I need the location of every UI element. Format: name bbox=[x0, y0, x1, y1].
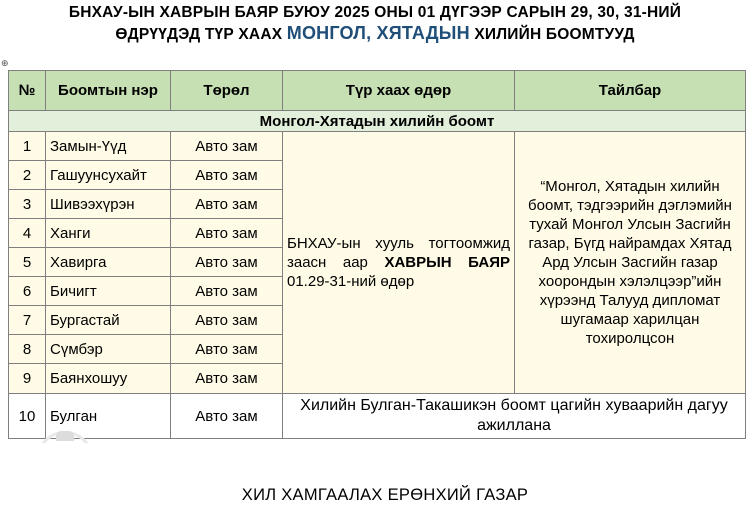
crossing-type: Авто зам bbox=[171, 132, 283, 161]
page-heading bbox=[0, 2, 750, 45]
crossing-name: Гашуунсухайт bbox=[46, 161, 171, 190]
crossing-name: Булган bbox=[46, 394, 171, 439]
bulgan-schedule-note: Хилийн Булган-Такашикэн боомт цагийн хуваарийн дагуу ажиллана bbox=[283, 394, 746, 439]
header-note: Тайлбар bbox=[515, 71, 746, 111]
table-row bbox=[9, 394, 746, 439]
row-number: 7 bbox=[9, 306, 46, 335]
row-number: 4 bbox=[9, 219, 46, 248]
row-number: 5 bbox=[9, 248, 46, 277]
heading-line-2 bbox=[0, 23, 750, 45]
crossing-type: Авто зам bbox=[171, 161, 283, 190]
crossing-type: Авто зам bbox=[171, 335, 283, 364]
heading-highlight: МОНГОЛ, ХЯТАДЫН bbox=[286, 23, 470, 43]
crossing-type: Авто зам bbox=[171, 190, 283, 219]
closure-date-cell bbox=[283, 132, 515, 394]
header-type: Төрөл bbox=[171, 71, 283, 111]
crossing-name: Сүмбэр bbox=[46, 335, 171, 364]
row-number: 3 bbox=[9, 190, 46, 219]
agreement-note: “Монгол, Хятадын хилийн боомт, тэдгээрийн дэглэмийн тухай Монгол Улсын Засгийн газар, Бүгд найрамдах Хятад Ард Улсын Засгийн газар хоорондын хэлэлцээр”ийн хүрээнд Талууд дипломат шугамаар харилцан тохиролцсон bbox=[515, 132, 746, 394]
row-number: 6 bbox=[9, 277, 46, 306]
crossing-name: Ханги bbox=[46, 219, 171, 248]
heading-line-2-suffix: ХИЛИЙН БООМТУУД bbox=[469, 26, 635, 43]
crossing-name: Бичигт bbox=[46, 277, 171, 306]
closure-date-range: 01.29-31-ний өдөр bbox=[287, 273, 415, 290]
crossing-type: Авто зам bbox=[171, 364, 283, 394]
heading-line-1: БНХАУ-ЫН ХАВРЫН БАЯР БУЮУ 2025 ОНЫ 01 ДҮГЭЭР САРЫН 29, 30, 31-НИЙ bbox=[68, 4, 682, 21]
crossing-type: Авто зам bbox=[171, 248, 283, 277]
row-number: 1 bbox=[9, 132, 46, 161]
section-title: Монгол-Хятадын хилийн боомт bbox=[9, 111, 746, 132]
row-number: 8 bbox=[9, 335, 46, 364]
crossing-type: Авто зам bbox=[171, 306, 283, 335]
row-number: 10 bbox=[9, 394, 46, 439]
header-crossing-name: Боомтын нэр bbox=[46, 71, 171, 111]
loading-spinner-icon bbox=[30, 427, 100, 443]
table-header-row bbox=[9, 71, 746, 111]
table-row bbox=[9, 132, 746, 161]
crossing-name: Баянхошуу bbox=[46, 364, 171, 394]
crossing-name: Замын-Үүд bbox=[46, 132, 171, 161]
crossing-name: Шивээхүрэн bbox=[46, 190, 171, 219]
heading-line-2-prefix: ӨДРҮҮДЭД ТҮР ХААХ bbox=[115, 26, 287, 43]
crossing-name: Бургастай bbox=[46, 306, 171, 335]
header-closure-date: Түр хаах өдөр bbox=[283, 71, 515, 111]
crossing-type: Авто зам bbox=[171, 394, 283, 439]
closure-date-text: БНХАУ-ын хууль тогтоомжид заасн аар bbox=[287, 235, 510, 271]
crossing-type: Авто зам bbox=[171, 277, 283, 306]
header-number: № bbox=[9, 71, 46, 111]
table-move-handle-icon[interactable]: ⊕ bbox=[1, 58, 9, 68]
border-crossings-table bbox=[8, 70, 746, 439]
footer-organization: ХИЛ ХАМГААЛАХ ЕРӨНХИЙ ГАЗАР bbox=[241, 486, 529, 504]
section-row bbox=[9, 111, 746, 132]
row-number: 9 bbox=[9, 364, 46, 394]
crossing-type: Авто зам bbox=[171, 219, 283, 248]
row-number: 2 bbox=[9, 161, 46, 190]
closure-date-holiday: ХАВРЫН БАЯР bbox=[384, 254, 510, 271]
crossing-name: Хавирга bbox=[46, 248, 171, 277]
